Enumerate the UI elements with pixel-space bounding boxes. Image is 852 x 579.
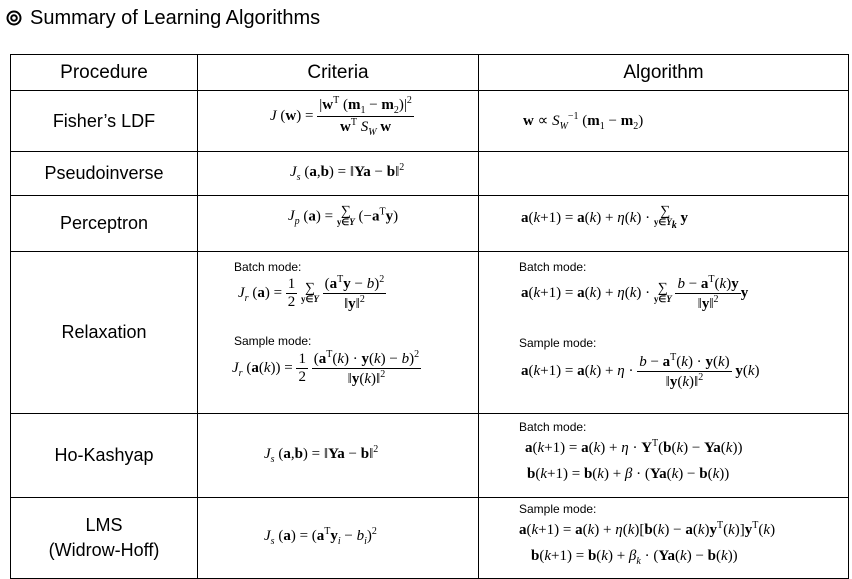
page-title-block bbox=[6, 4, 320, 32]
header-criteria: Criteria bbox=[198, 55, 479, 91]
formula-lms-b-update: $b(k+1) = b(k) + \beta_k \cdot (Ya(k) - b(k))$ bbox=[531, 548, 738, 567]
criteria-fisher bbox=[198, 91, 479, 152]
criteria-relaxation bbox=[198, 252, 479, 414]
procedure-fisher: Fisher’s LDF bbox=[11, 91, 198, 152]
procedure-perceptron: Perceptron bbox=[11, 196, 198, 252]
formula-fisher-algorithm: $w \propto S_W^{-1}$ $(m_1 - m_2)$ bbox=[523, 111, 644, 132]
table-row-relaxation bbox=[11, 252, 849, 414]
header-row bbox=[11, 55, 849, 91]
formula-relaxation-batch-criterion: $J_r$ (a) = $\frac{1}{2}$ ∑ y∈Y $\frac{(a^Ty - b)^2}{‖y‖^2}$ bbox=[238, 274, 385, 312]
formula-fisher-criterion: J (w) = $\frac{|w^T (m_1 - m_2)|^2}{w^T S_W w}$ bbox=[270, 95, 412, 138]
table-row-hokashyap bbox=[11, 414, 849, 498]
criteria-lms bbox=[198, 498, 479, 579]
procedure-relaxation: Relaxation bbox=[11, 252, 198, 414]
formula-relaxation-sample-criterion: $J_r$ (a(k)) = $\frac{1}{2}$ $\frac{(a^T(k) \cdot y(k) - b)^2}{‖y(k)‖^2}$ bbox=[232, 349, 420, 387]
double-circle-icon bbox=[6, 10, 22, 26]
procedure-pseudoinverse: Pseudoinverse bbox=[11, 152, 198, 196]
table-row-pseudoinverse bbox=[11, 152, 849, 196]
sample-mode-label: Sample mode: bbox=[519, 336, 597, 350]
procedure-lms-line2: (Widrow-Hoff) bbox=[48, 540, 160, 560]
formula-pseudoinverse-criterion: $J_s$ (a,b) = ‖Ya − b‖$^2$ bbox=[290, 162, 405, 183]
algorithm-hokashyap bbox=[479, 414, 849, 498]
table-row-fisher bbox=[11, 91, 849, 152]
sample-mode-label: Sample mode: bbox=[519, 502, 597, 516]
table-row-perceptron bbox=[11, 196, 849, 252]
procedure-lms bbox=[11, 498, 198, 579]
algorithm-lms bbox=[479, 498, 849, 579]
summary-table bbox=[10, 54, 849, 579]
criteria-hokashyap bbox=[198, 414, 479, 498]
algorithm-fisher bbox=[479, 91, 849, 152]
formula-perceptron-criterion: $J_p$ (a) = ∑ y∈Y $(-a^Ty)$ bbox=[288, 204, 399, 228]
formula-hokashyap-criterion: $J_s$ (a,b) = ‖Ya − b‖$^2$ bbox=[264, 444, 379, 465]
formula-perceptron-algorithm: a(k+1) = a(k) + η(k) · ∑ $y\in Y_k$ y bbox=[521, 204, 688, 231]
page-title: Summary of Learning Algorithms bbox=[30, 6, 321, 29]
criteria-pseudoinverse bbox=[198, 152, 479, 196]
procedure-lms-line1: LMS bbox=[85, 515, 123, 535]
batch-mode-label: Batch mode: bbox=[519, 420, 587, 434]
procedure-hokashyap: Ho-Kashyap bbox=[11, 414, 198, 498]
formula-hokashyap-a-update: $a(k+1) = a(k) + \eta \cdot Y^T(b(k) - Ya(k))$ bbox=[525, 438, 743, 456]
header-procedure: Procedure bbox=[11, 55, 198, 91]
algorithm-pseudoinverse bbox=[479, 152, 849, 196]
formula-lms-criterion: $J_s$ $(a) = (a^Ty_i - b_i)^2$ bbox=[264, 526, 377, 547]
batch-mode-label: Batch mode: bbox=[234, 260, 302, 274]
formula-hokashyap-b-update: b(k+1) = b(k) + β · (Ya(k) − b(k)) bbox=[527, 466, 730, 482]
algorithm-perceptron bbox=[479, 196, 849, 252]
header-algorithm: Algorithm bbox=[479, 55, 849, 91]
criteria-perceptron bbox=[198, 196, 479, 252]
formula-relaxation-batch-algorithm: a(k+1) = a(k) + η(k) · ∑ y∈Y $\frac{b - a^T(k)y}{‖y‖^2}$ y bbox=[521, 274, 749, 312]
algorithm-relaxation bbox=[479, 252, 849, 414]
sample-mode-label: Sample mode: bbox=[234, 334, 312, 348]
table-row-lms bbox=[11, 498, 849, 579]
formula-lms-a-update: $a(k+1) = a(k) + \eta(k)[b(k) - a(k)y^T(k)]y^T(k)$ bbox=[519, 520, 776, 538]
batch-mode-label: Batch mode: bbox=[519, 260, 587, 274]
formula-relaxation-sample-algorithm: a(k+1) = a(k) + η · $\frac{b - a^T(k) \cdot y(k)}{‖y(k)‖^2}$ y(k) bbox=[521, 352, 760, 390]
